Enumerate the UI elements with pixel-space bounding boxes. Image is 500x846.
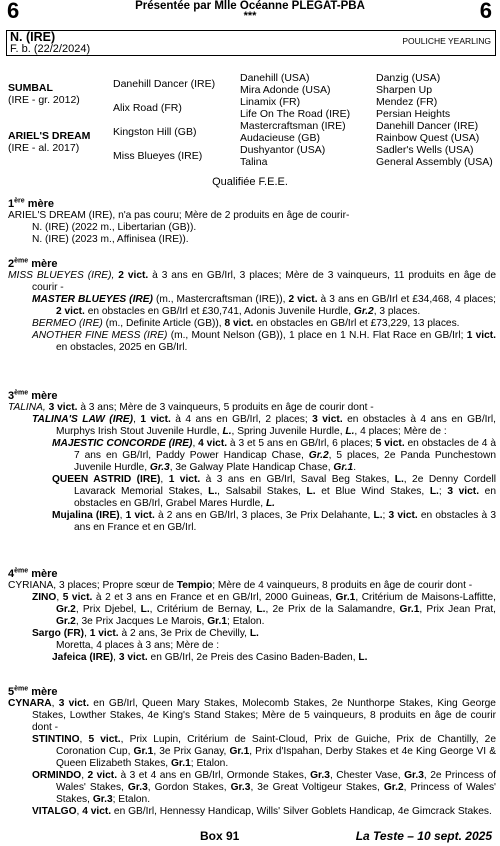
sire-name: SUMBAL bbox=[8, 82, 53, 94]
pedigree-gen4: Sharpen Up bbox=[376, 84, 433, 96]
produce-paragraph: BERMEO (IRE) (m., Definite Article (GB)), 8 vict. en obstacles en GB/Irl et £73,229, 13 places. bbox=[32, 318, 460, 329]
pedigree-gen4: General Assembly (USA) bbox=[376, 156, 493, 168]
pedigree-gen2: Kingston Hill (GB) bbox=[113, 126, 197, 138]
section-title: 3ème mère bbox=[8, 389, 58, 402]
pedigree-gen3: Talina bbox=[240, 156, 268, 168]
rating-stars: *** bbox=[243, 10, 257, 22]
dam-paragraph: CYNARA, 3 vict. en GB/Irl, Queen Mary Stakes, Molecomb Stakes, 2e Nunthorpe Stakes, King George Stakes, Lowther Stakes, 4e King's Stand Stakes; Mère de 5 vainqueurs, 8 produits en âge de courir dont - bbox=[8, 698, 496, 733]
produce-paragraph: ORMINDO, 2 vict. à 3 et 4 ans en GB/Irl, Ormonde Stakes, Gr.3, Chester Vase, Gr.3, 2e Princess of Wales' Stakes, Gr.3, Gordon Stakes, Gr.3, 3e Great Voltigeur Stakes, Gr.2, Princess of Wales' Stakes, Gr.3; Etalon. bbox=[32, 770, 496, 805]
section-title: 2ème mère bbox=[8, 257, 58, 270]
pedigree-gen4: Rainbow Quest (USA) bbox=[376, 132, 480, 144]
horse-name: N. (IRE) bbox=[10, 30, 56, 44]
produce-paragraph: Sargo (FR), 1 vict. à 2 ans, 3e Prix de Chevilly, L. Moretta, 4 places à 3 ans; Mère de : bbox=[32, 628, 259, 651]
dam-paragraph: MISS BLUEYES (IRE), 2 vict. à 3 ans en GB/Irl, 3 places; Mère de 3 vainqueurs, 11 produits en âge de courir - bbox=[8, 270, 496, 293]
pedigree-gen2: Danehill Dancer (IRE) bbox=[113, 78, 216, 90]
produce-paragraph: Jafeica (IRE), 3 vict. en GB/Irl, 2e Preis des Casino Baden-Baden, L. bbox=[52, 652, 368, 663]
dam-paragraph: CYRIANA, 3 places; Propre sœur de Tempio; Mère de 4 vainqueurs, 8 produits en âge de courir dont - bbox=[8, 580, 473, 591]
produce-paragraph: ZINO, 5 vict. à 2 et 3 ans en France et en GB/Irl, 2000 Guineas, Gr.1, Critérium de Maisons-Laffitte, Gr.2, Prix Djebel, L., Critérium de Bernay, L., 2e Prix de la Salamandre, Gr.1, Prix Jean Prat, Gr.2, 3e Prix Jacques Le Marois, Gr.1; Etalon. bbox=[32, 592, 497, 627]
pedigree-gen3: Audacieuse (GB) bbox=[240, 132, 320, 144]
dam-info: (IRE - al. 2017) bbox=[8, 142, 80, 154]
section-title: 1ère mère bbox=[8, 197, 54, 210]
section-first-dam bbox=[8, 198, 496, 246]
pedigree-gen3: Linamix (FR) bbox=[240, 96, 301, 108]
section-fourth-dam bbox=[8, 568, 496, 664]
section-second-dam bbox=[8, 258, 496, 354]
catalogue-header bbox=[0, 0, 500, 30]
section-fifth-dam bbox=[8, 686, 496, 818]
produce-paragraph: TALINA'S LAW (IRE), 1 vict. à 4 ans en GB/Irl, 2 places; 3 vict. en obstacles à 4 ans en GB/Irl, Murphys Irish Stout Juvenile Hurdle, L., Spring Juvenile Hurdle, L., 4 places; Mère de : bbox=[32, 414, 496, 437]
produce-paragraph: MASTER BLUEYES (IRE) (m., Mastercraftsman (IRE)), 2 vict. à 3 ans en GB/Irl et £34,468, 4 places; 2 vict. en obstacles en GB/Irl et £30,741, Adonis Juvenile Hurdle, Gr.2, 3 places. bbox=[32, 294, 496, 317]
produce-paragraph: VITALGO, 4 vict. en GB/Irl, Hennessy Handicap, Wills' Silver Goblets Handicap, 4e Gimcrack Stakes. bbox=[32, 806, 492, 817]
page-footer bbox=[0, 830, 500, 844]
pedigree-gen3: Danehill (USA) bbox=[240, 72, 310, 84]
section-title: 4ème mère bbox=[8, 567, 58, 580]
pedigree-gen4: Persian Heights bbox=[376, 108, 451, 120]
lot-number-left: 6 bbox=[7, 0, 20, 23]
pedigree-gen4: Danzig (USA) bbox=[376, 72, 441, 84]
produce-paragraph: Mujalina (IRE), 1 vict. à 2 ans en GB/Irl, 3 places, 3e Prix Delahante, L.; 3 vict. en obstacles à 3 ans en France et en GB/Irl. bbox=[52, 510, 497, 533]
section-title: 5ème mère bbox=[8, 685, 58, 698]
lot-number-right: 6 bbox=[479, 0, 492, 23]
pedigree-gen3: Mira Adonde (USA) bbox=[240, 84, 331, 96]
horse-name-box bbox=[6, 30, 496, 56]
produce-paragraph: STINTINO, 5 vict., Prix Lupin, Critérium de Saint-Cloud, Prix de Guiche, Prix de Chantilly, 2e Coronation Cup, Gr.1, 3e Prix Ganay, Gr.1, Prix d'Ispahan, Derby Stakes et 4e King George VI & Queen Elizabeth Stakes, Gr.1; Etalon. bbox=[32, 734, 496, 769]
box-number: Box 91 bbox=[200, 829, 240, 843]
dam-paragraph: ARIEL'S DREAM (IRE), n'a pas couru; Mère de 2 produits en âge de courir- N. (IRE) (2022 m., Libertarian (GB)). N. (IRE) (2023 m., Affinisea (IRE)). bbox=[8, 210, 350, 245]
sale-location-date: La Teste – 10 sept. 2025 bbox=[355, 829, 492, 843]
section-third-dam bbox=[8, 390, 496, 534]
presenter-line: Présentée par Mlle Océanne PLEGAT-PBA bbox=[135, 0, 365, 12]
pedigree-gen4: Sadler's Wells (USA) bbox=[376, 144, 474, 156]
pedigree-gen2: Alix Road (FR) bbox=[113, 102, 182, 114]
produce-paragraph: ANOTHER FINE MESS (IRE) (m., Mount Nelson (GB)), 1 place en 1 N.H. Flat Race en GB/Irl; 1 vict. en obstacles, 2025 en GB/Irl. bbox=[32, 330, 496, 353]
pedigree-gen4: Danehill Dancer (IRE) bbox=[376, 120, 479, 132]
horse-type: POULICHE YEARLING bbox=[402, 36, 491, 46]
horse-sex-birth: F. b. (22/2/2024) bbox=[10, 43, 91, 55]
pedigree-gen3: Dushyantor (USA) bbox=[240, 144, 326, 156]
produce-paragraph: QUEEN ASTRID (IRE), 1 vict. à 3 ans en GB/Irl, Saval Beg Stakes, L., 2e Denny Cordell Lavarack Memorial Stakes, L., Salsabil Stakes, L. et Blue Wind Stakes, L.; 3 vict. en obstacles en GB/Irl, Grabel Mares Hurdle, L. bbox=[52, 474, 496, 509]
produce-paragraph: MAJESTIC CONCORDE (IRE), 4 vict. à 3 et 5 ans en GB/Irl, 6 places; 5 vict. en obstacles de 4 à 7 ans en GB/Irl, Paddy Power Handicap Chase, Gr.2, 5 places, 2e Panda Punchestown Juvenile Hurdle, Gr.3, 3e Galway Plate Handicap Chase, Gr.1. bbox=[52, 438, 496, 473]
dam-name: ARIEL'S DREAM bbox=[8, 130, 91, 142]
pedigree-gen4: Mendez (FR) bbox=[376, 96, 438, 108]
sire-info: (IRE - gr. 2012) bbox=[8, 94, 80, 106]
qualification: Qualifiée F.E.E. bbox=[212, 176, 288, 188]
pedigree-gen3: Life On The Road (IRE) bbox=[240, 108, 351, 120]
pedigree-gen3: Mastercraftsman (IRE) bbox=[240, 120, 346, 132]
dam-paragraph: TALINA, 3 vict. à 3 ans; Mère de 3 vainqueurs, 5 produits en âge de courir dont - bbox=[8, 402, 374, 413]
pedigree-gen2: Miss Blueyes (IRE) bbox=[113, 150, 203, 162]
